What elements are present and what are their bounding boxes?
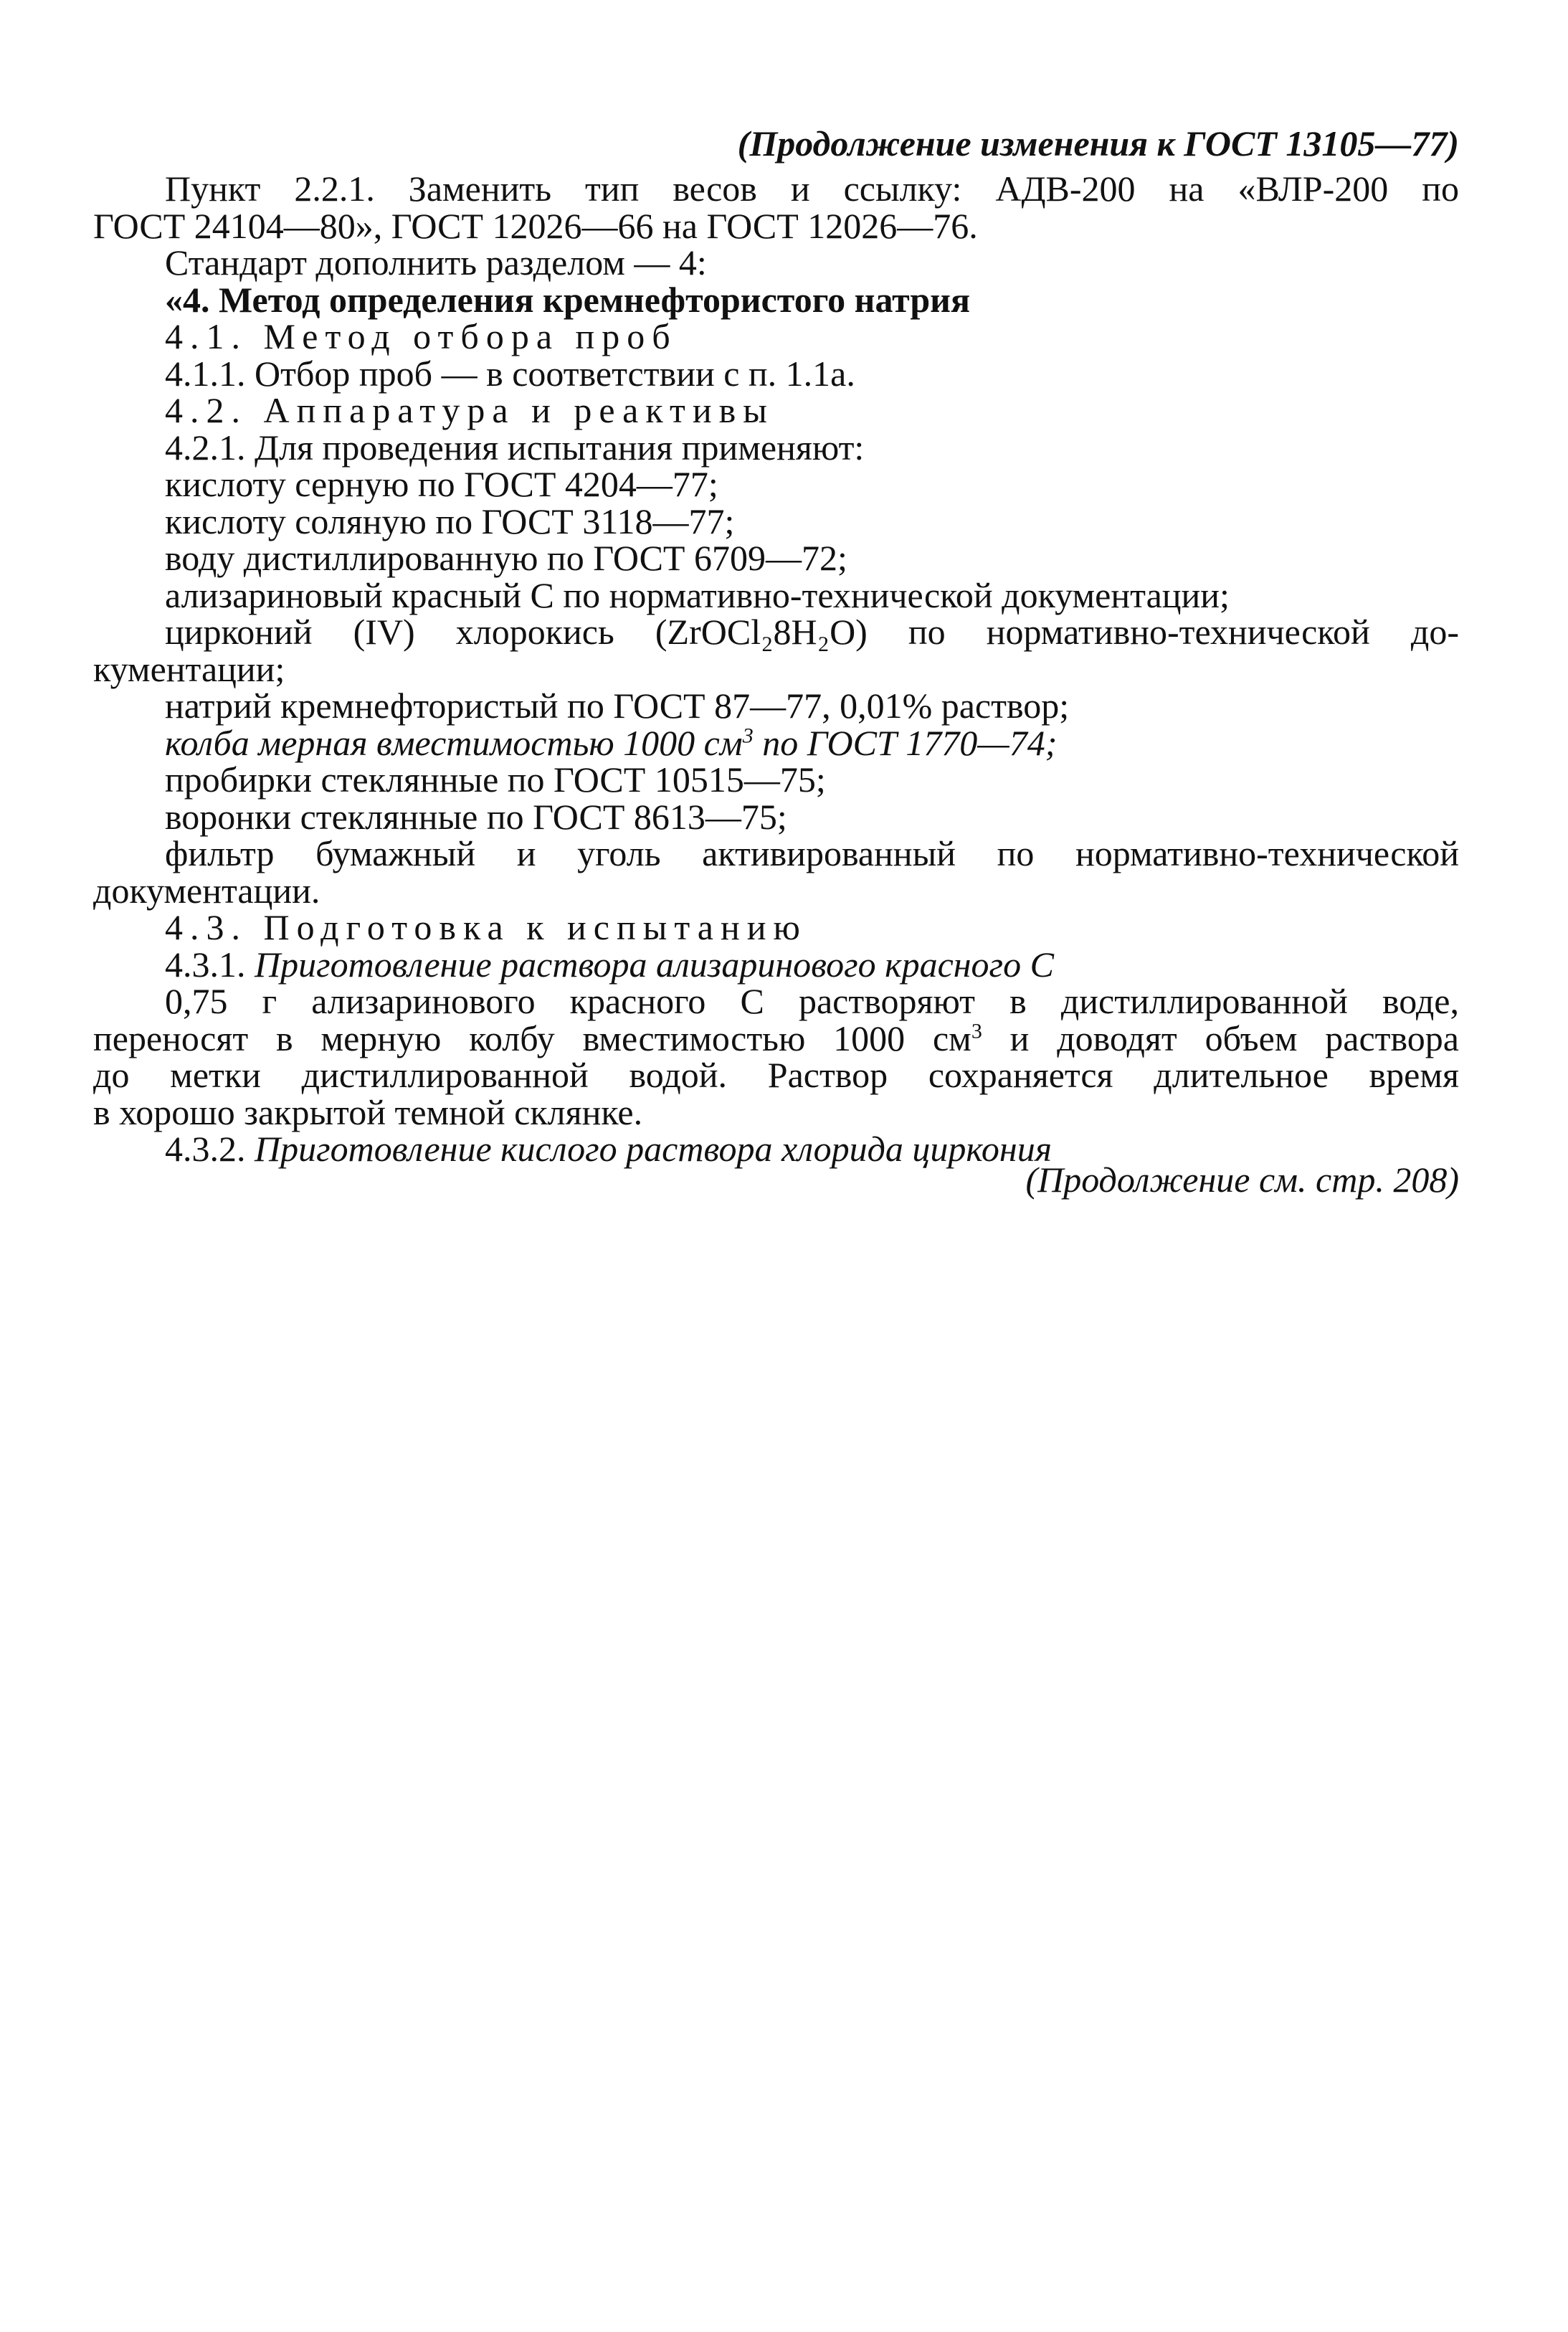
continuation-note: (Продолжение см. стр. 208) (1025, 1160, 1459, 1200)
text-line: Стандарт дополнить разделом — 4: (165, 242, 707, 283)
section-heading: «4. Метод определения кремнефтористого натрия (165, 279, 971, 320)
subsection-heading: 4.1. Метод отбора проб (165, 316, 678, 356)
clause-number: 4.3.1. (165, 944, 255, 985)
text-span: колба мерная вместимостью 1000 см (165, 722, 743, 763)
list-item: натрий кремнефтористый по ГОСТ 87—77, 0,01% раствор; (165, 686, 1070, 726)
subsection-heading: 4.2. Аппаратура и реактивы (165, 390, 774, 430)
text-line: ГОСТ 24104—80», ГОСТ 12026—66 на ГОСТ 12026—76. (93, 205, 978, 246)
list-item: кислоту серную по ГОСТ 4204—77; (165, 464, 718, 504)
text-line: 4.2.1. Для проведения испытания применяют: (165, 427, 865, 468)
text-line: 4.1.1. Отбор проб — в соответствии с п. 1.1а. (165, 353, 855, 394)
list-item: ализариновый красный С по нормативно-технической документации; (165, 574, 1230, 615)
text-line: в хорошо закрытой темной склянке. (93, 1091, 643, 1132)
subsection-heading: 4.3. Подготовка к испытанию (165, 907, 807, 947)
running-header: (Продолжение изменения к ГОСТ 13105—77) (737, 123, 1459, 163)
list-item: воду дистиллированную по ГОСТ 6709—72; (165, 538, 847, 578)
document-body (93, 171, 1459, 1168)
text-line: Пункт 2.2.1. Заменить тип весов и ссылку: АДВ-200 на «ВЛР-200 по (165, 169, 1459, 209)
superscript: 3 (742, 723, 754, 747)
list-item-continuation: кументации; (93, 648, 285, 689)
list-item-continuation: документации. (93, 870, 320, 911)
text-line (93, 1020, 1459, 1058)
list-item: пробирки стеклянные по ГОСТ 10515—75; (165, 759, 826, 800)
list-item: фильтр бумажный и уголь активированный по нормативно-технической (165, 833, 1459, 873)
clause-title: Приготовление кислого раствора хлорида циркония (255, 1129, 1052, 1169)
text-line: 0,75 г ализаринового красного С растворяют в дистиллированной воде, (165, 981, 1459, 1021)
list-item: цирконий (IV) хлорокись (ZrOCl₂8H₂O) по нормативно-технической до- (165, 612, 1459, 652)
text-span: переносят в мерную колбу вместимостью 1000 см (93, 1018, 971, 1058)
clause-number: 4.3.2. (165, 1129, 255, 1169)
list-item (93, 722, 1459, 763)
list-item: воронки стеклянные по ГОСТ 8613—75; (165, 796, 787, 837)
text-line: до метки дистиллированной водой. Раствор сохраняется длительное время (93, 1055, 1459, 1095)
superscript: 3 (971, 1018, 982, 1043)
text-span: и доводят объем раствора (982, 1018, 1459, 1058)
text-span: по ГОСТ 1770—74; (753, 722, 1058, 763)
list-item: кислоту соляную по ГОСТ 3118—77; (165, 501, 735, 541)
clause-heading (93, 944, 1459, 985)
clause-title: Приготовление раствора ализаринового красного С (255, 944, 1054, 985)
